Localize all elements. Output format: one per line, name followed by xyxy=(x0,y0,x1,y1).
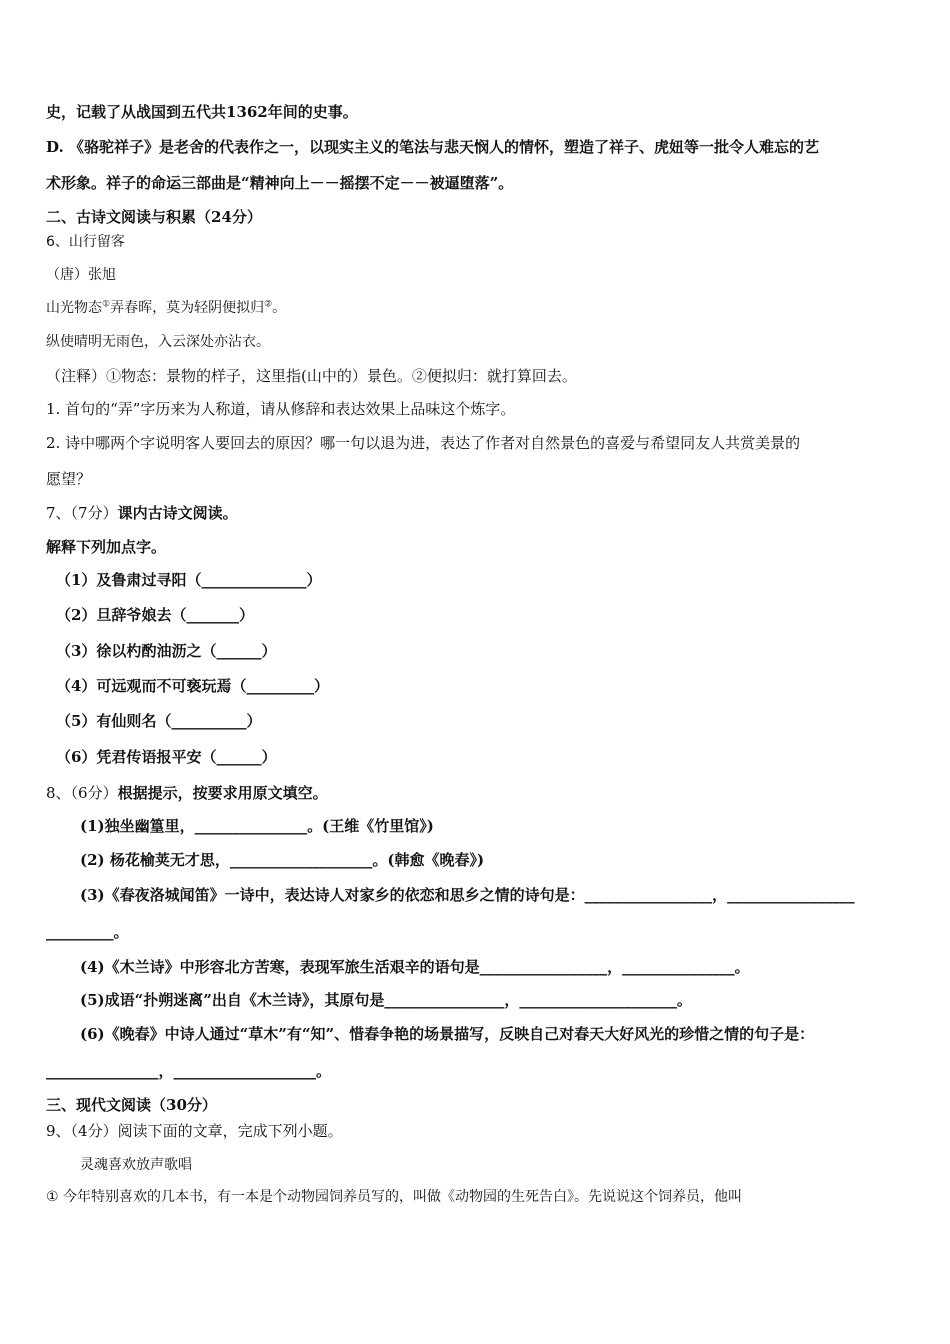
question-9: 9、（4分）阅读下面的文章，完成下列小题。 xyxy=(46,1122,343,1140)
question-7-item: （5）有仙则名（__________） xyxy=(56,712,262,730)
article-title: 灵魂喜欢放声歌唱 xyxy=(80,1157,192,1173)
question-8-5: (5)成语“扑朔迷离”出自《木兰诗》，其原句是________________，_____________________。 xyxy=(80,991,692,1009)
question-7-item: （6）凭君传语报平安（______） xyxy=(56,748,277,766)
question-8-4: (4)《木兰诗》中形容北方苦寒，表现军旅生活艰辛的语句是_________________，_______________。 xyxy=(80,958,750,976)
article-paragraph-1: ① 今年特别喜欢的几本书，有一本是个动物园饲养员写的，叫做《动物园的生死告白》。先说说这个饲养员，他叫 xyxy=(46,1189,742,1205)
question-7-item: （4）可远观而不可亵玩焉（_________） xyxy=(56,677,329,695)
question-6-2-continued: 愿望？ xyxy=(46,470,92,488)
option-d-text: 《骆驼祥子》是老舍的代表作之一，以现实主义的笔法与悲天悯人的情怀，塑造了祥子、虎妞等一批令人难忘的艺 xyxy=(68,138,819,156)
question-7-item: （2）旦辞爷娘去（_______） xyxy=(56,606,254,624)
footnote-marker-1: ① xyxy=(102,299,111,310)
question-8-3: (3)《春夜洛城闻笛》一诗中，表达诗人对家乡的依恋和思乡之情的诗句是：_________________，_________________ xyxy=(80,886,855,904)
section-2-heading: 二、古诗文阅读与积累（24分） xyxy=(46,208,262,226)
question-8-1: (1)独坐幽篁里，_______________。(王维《竹里馆》) xyxy=(80,817,434,835)
question-6-2: 2. 诗中哪两个字说明客人要回去的原因？哪一句以退为进，表达了作者对自然景色的喜爱与希望同友人共赏美景的 xyxy=(46,434,801,452)
question-6-1: 1. 首句的“弄”字历来为人称道，请从修辞和表达效果上品味这个炼字。 xyxy=(46,400,516,418)
question-6-title: 6、山行留客 xyxy=(46,234,125,250)
question-7-instruction: 解释下列加点字。 xyxy=(46,538,167,556)
option-d xyxy=(46,137,819,157)
option-d-label: D. xyxy=(46,138,64,156)
poem-author: （唐）张旭 xyxy=(46,267,116,283)
question-7-item: （1）及鲁肃过寻阳（______________） xyxy=(56,571,322,589)
section-3-heading: 三、现代文阅读（30分） xyxy=(46,1096,217,1114)
poem-line-2: 纵使晴明无雨色，入云深处亦沾衣。 xyxy=(46,334,270,350)
poem-line-1: 山光物态①弄春晖，莫为轻阴便拟归②。 xyxy=(46,299,287,316)
poem-notes: （注释）①物态：景物的样子，这里指(山中的）景色。②便拟归：就打算回去。 xyxy=(46,367,577,385)
question-7-item: （3）徐以杓酌油沥之（______） xyxy=(56,642,277,660)
question-8-2: (2) 杨花榆荚无才思，___________________。(韩愈《晚春》) xyxy=(80,851,485,869)
question-7-heading: 7、（7分）课内古诗文阅读。 xyxy=(46,504,238,522)
question-8-heading: 8、（6分）根据提示，按要求用原文填空。 xyxy=(46,784,328,802)
question-8-6-continued: _______________，___________________。 xyxy=(46,1062,332,1080)
intro-line: 史，记载了从战国到五代共1362年间的史事。 xyxy=(46,103,358,121)
question-8-6: (6)《晚春》中诗人通过“草木”有“知”、惜春争艳的场景描写，反映自己对春天大好风光的珍惜之情的句子是： xyxy=(80,1025,815,1043)
question-8-3-continued: _________。 xyxy=(46,923,129,941)
option-d-continued: 术形象。祥子的命运三部曲是“精神向上－－摇摆不定－－被逼堕落”。 xyxy=(46,174,514,192)
footnote-marker-2: ② xyxy=(264,299,273,310)
